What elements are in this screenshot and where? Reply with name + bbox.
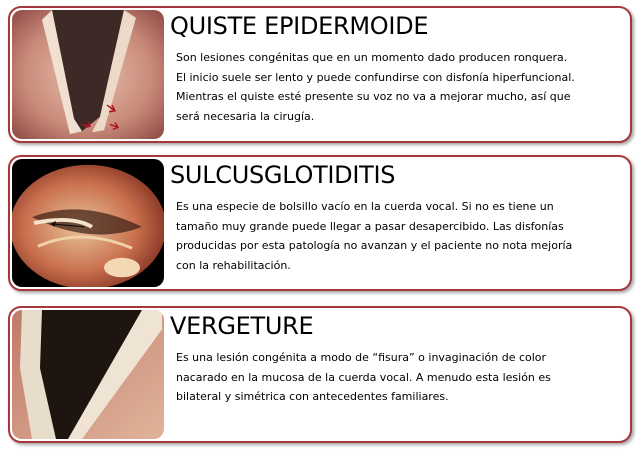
section-title: SULCUSGLOTIDITIS bbox=[170, 161, 396, 189]
description-line: Son lesiones congénitas que en un momento dado producen ronquera. bbox=[176, 51, 568, 64]
section-description bbox=[176, 48, 616, 126]
laryngoscopy-image-quiste bbox=[12, 10, 164, 139]
section-title: VERGETURE bbox=[170, 312, 314, 340]
laryngoscopy-image-vergeture bbox=[12, 310, 164, 439]
description-line: nacarado en la mucosa de la cuerda vocal. A menudo esta lesión es bbox=[176, 370, 551, 384]
section-description bbox=[176, 197, 616, 275]
description-line: Es una lesión congénita a modo de “fisura” o invaginación de color bbox=[176, 351, 547, 364]
section-title: QUISTE EPIDERMOIDE bbox=[170, 12, 429, 40]
description-line: será necesaria la cirugía. bbox=[176, 109, 315, 123]
description-line: Es una especie de bolsillo vacío en la cuerda vocal. Si no es tiene un bbox=[176, 200, 554, 213]
description-line: tamaño muy grande puede llegar a pasar desapercibido. Las disfonías bbox=[176, 219, 564, 233]
section-description bbox=[176, 348, 616, 407]
description-line: con la rehabilitación. bbox=[176, 258, 291, 272]
description-line: producidas por esta patología no avanzan y el paciente no nota mejoría bbox=[176, 239, 573, 252]
description-line: El inicio suele ser lento y puede confundirse con disfonía hiperfuncional. bbox=[176, 70, 575, 84]
section-card-quiste-epidermoide bbox=[8, 6, 632, 143]
section-card-vergeture bbox=[8, 306, 632, 443]
description-line: bilateral y simétrica con antecedentes familiares. bbox=[176, 390, 449, 403]
description-line: Mientras el quiste esté presente su voz no va a mejorar mucho, así que bbox=[176, 90, 571, 103]
laryngoscopy-image-sulcus bbox=[12, 159, 164, 287]
section-card-sulcusglotiditis bbox=[8, 155, 632, 291]
